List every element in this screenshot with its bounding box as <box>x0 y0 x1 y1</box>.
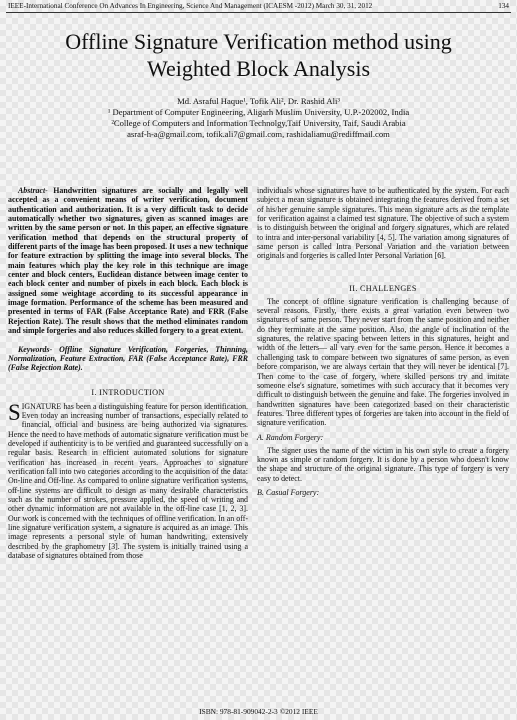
running-header <box>0 0 517 12</box>
abstract-text: Handwritten signatures are socially and legally well accepted as a convenient means of writer verification, document authentication and authorization. It is a very difficult task to decide automatically whether two signatures, given as scanned images are written by the same person or not. In this paper, an effective signature verification method that depends on the structural property of different parts of the image has been proposed. It uses a new technique for feature extraction by splitting the image into several blocks. The main features which play the key role in this technique are image center and block centers, Euclidean distance between image center to each block center and number of pixels in each block. Each block is assigned some weightage according to its successful appearance in image formation. Performance of the scheme has been measured and presented in terms of FAR (False Acceptance Rate) and FRR (False Rejection Rate). The result shows that the method eliminates random and simple forgeries and also reduces skilled forgery to a great extent. <box>8 186 248 336</box>
right-para-2: The concept of offline signature verification is challenging because of several reasons. Firstly, there exists a great variation even between two signatures of same person. They never start from the same position and neither do they terminate at the same position. Also, the angle of inclination of the signatures, the relative spacing between letters in this signatures, height and width of the letters— all vary even for the same person. Hence it becomes a challenging task to compare between two signatures of same person, as even before comparison, we are always certain that they will never be identical [7]. Then come to the case of forgery, where skilled persons try and imitate someone else's signature, sometimes with such accuracy that it becomes very difficult to distinguish between the genuine and fake. The forgeries involved in handwritten signatures have been categorized based on their characteristic features. Three different types of forgeries are taken into account in the field of signature verification. <box>257 296 509 428</box>
keywords-label: Keywords- <box>18 344 53 354</box>
intro-heading: I. INTRODUCTION <box>91 387 165 397</box>
subhead-random-forgery: A. Random Forgery: <box>257 432 324 442</box>
title-line-1: Offline Signature Verification method using <box>65 29 452 54</box>
affiliation-2: ²College of Computers and Information Technolgy,Taif University, Taif, Saudi Arabia <box>111 118 406 128</box>
abstract-label: Abstract- <box>18 186 48 195</box>
dropcap: S <box>8 399 21 425</box>
page-number: 134 <box>498 2 509 10</box>
right-para-1: individuals whose signatures have to be authenticated by the system. For each subject a mean signature is obtained integrating the features derived from a set of his/her genuine sample signatures. This mean signature acts as the template for verification against a claimed test signature. The objective of such a system is to distinguish between the original and forgery signatures, which are related to intra and inter-personal variability [4, 5]. The variation among signatures of same person is called Intra Personal Variation and the variation between originals and forgeries is called Inter Personal Variation [6]. <box>257 186 509 261</box>
author-emails: asraf-h-a@gmail.com, tofik.ali7@gmail.com, rashidaliamu@rediffmail.com <box>127 129 390 139</box>
subhead-casual-forgery: B. Casual Forgery: <box>257 487 320 497</box>
keywords <box>8 345 248 373</box>
keywords-text: Offline Signature Verification, Forgeries, Thinning, Normalization, Feature Extraction, FAR (False Acceptance Rate), FRR (False Rejection Rate). <box>8 344 248 373</box>
header-rule <box>6 12 511 13</box>
left-column <box>8 186 248 560</box>
paper-title <box>20 28 497 82</box>
affiliation-1: ¹ Department of Computer Engineering, Aligarh Muslim University, U.P.-202002, India <box>107 107 410 117</box>
right-column <box>257 186 509 499</box>
intro-text: IGNATURE has been a distinguishing feature for person identification. Even today an increasing number of transactions, especially related to financial, official and business are being authorized via signatures. Hence the need to have methods of automatic signature verification must be developed if authenticity is to be verified and guaranteed successfully on a regular basis. Research in efficient automated solutions for signature verification has increased in recent years. Approaches to signature verification fall into two categories according to the acquisition of the data: On-line and Off-line. As compared to online signature verification systems, off-line systems are difficult to design as many desirable characteristics such as the number of strokes, pressure applied, the speed of writing and other dynamic information are not available in the off-line case [1, 2, 3]. Our work is concerned with the techniques of offline verification. In an off-line signature verification system, a signature is acquired as an image. This image represents a personal style of human handwriting, extensively described by the graphometry [3]. The system is initially trained using a database of signatures obtained from those <box>8 401 248 561</box>
abstract <box>8 186 248 336</box>
author-names: Md. Asraful Haque¹, Tofik Ali², Dr. Rashid Ali³ <box>177 96 340 106</box>
right-para-3: The signer uses the name of the victim in his own style to create a forgery known as simple or random forgery. It is done by a person who doesn't know the shape and structure of the original signature. This type of forgery is very easy to detect. <box>257 445 509 483</box>
conference-header: IEEE-International Conference On Advances In Engineering, Science And Management (ICAESM -2012) March 30, 31, 2012 <box>8 2 373 10</box>
author-block <box>20 96 497 140</box>
intro-paragraph <box>8 399 248 561</box>
title-line-2: Weighted Block Analysis <box>146 56 371 81</box>
challenges-heading: II. CHALLENGES <box>349 283 417 293</box>
footer-isbn: ISBN: 978-81-909042-2-3 ©2012 IEEE <box>199 707 318 716</box>
